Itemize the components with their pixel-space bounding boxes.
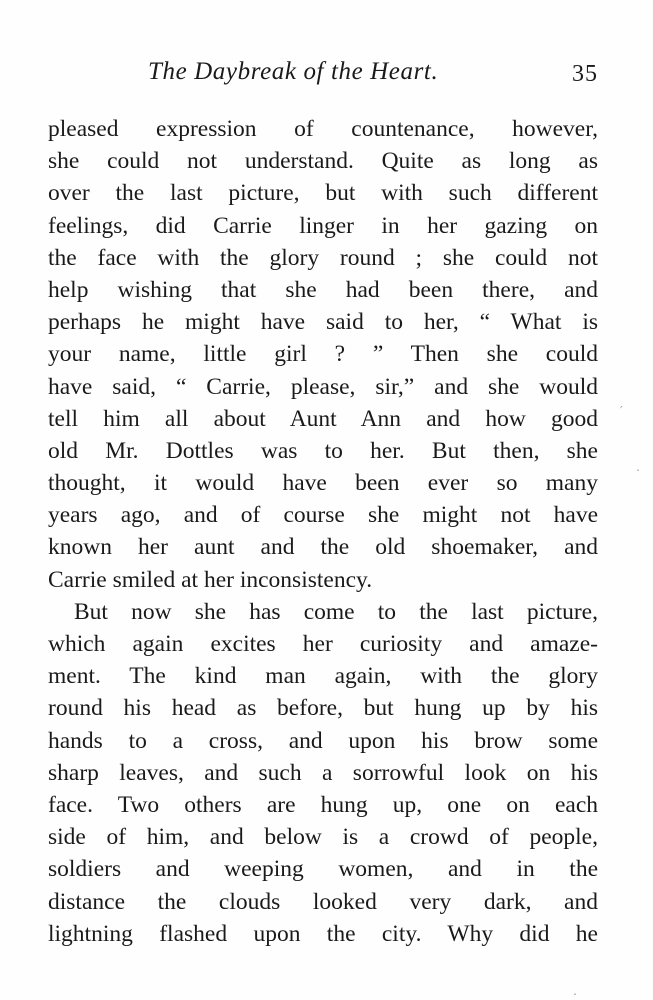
- text-line: perhaps he might have said to her, “ What is: [48, 309, 598, 336]
- text-line: years ago, and of course she might not have: [48, 502, 598, 529]
- text-line: the face with the glory round ; she could not: [48, 244, 598, 271]
- text-line: tell him all about Aunt Ann and how good: [48, 405, 598, 432]
- paper-speck-icon: ′: [620, 404, 623, 418]
- body-text: [48, 113, 598, 950]
- text-line: lightning flashed upon the city. Why did he: [48, 920, 598, 947]
- text-line: sharp leaves, and such a sorrowful look on his: [48, 759, 598, 786]
- text-line: old Mr. Dottles was to her. But then, she: [48, 437, 598, 464]
- text-line: ment. The kind man again, with the glory: [48, 663, 598, 690]
- text-line: hands to a cross, and upon his brow some: [48, 727, 598, 754]
- text-line: side of him, and below is a crowd of people,: [48, 824, 598, 851]
- text-line: over the last picture, but with such different: [48, 180, 598, 207]
- text-line: your name, little girl ? ” Then she could: [48, 341, 598, 368]
- text-line: thought, it would have been ever so many: [48, 470, 598, 497]
- text-line: Carrie smiled at her inconsistency.: [48, 566, 373, 593]
- text-line: round his head as before, but hung up by his: [48, 695, 598, 722]
- paper-speck-icon: ․: [573, 984, 578, 998]
- text-line: But now she has come to the last picture,: [74, 598, 598, 625]
- paper-speck-icon: ․: [636, 460, 641, 474]
- text-line: distance the clouds looked very dark, and: [48, 888, 598, 915]
- text-line: which again excites her curiosity and amaze-: [48, 631, 598, 657]
- text-line: feelings, did Carrie linger in her gazing on: [48, 212, 598, 239]
- text-line: she could not understand. Quite as long as: [48, 148, 598, 175]
- text-line: known her aunt and the old shoemaker, and: [48, 534, 598, 561]
- running-head: [48, 58, 600, 98]
- text-line: face. Two others are hung up, one on each: [48, 791, 598, 818]
- text-line: pleased expression of countenance, however,: [48, 116, 598, 142]
- text-line: soldiers and weeping women, and in the: [48, 856, 598, 883]
- page-number: 35: [572, 61, 598, 87]
- running-title: The Daybreak of the Heart.: [148, 58, 439, 85]
- text-line: have said, “ Carrie, please, sir,” and she would: [48, 373, 598, 400]
- text-line: help wishing that she had been there, and: [48, 276, 598, 303]
